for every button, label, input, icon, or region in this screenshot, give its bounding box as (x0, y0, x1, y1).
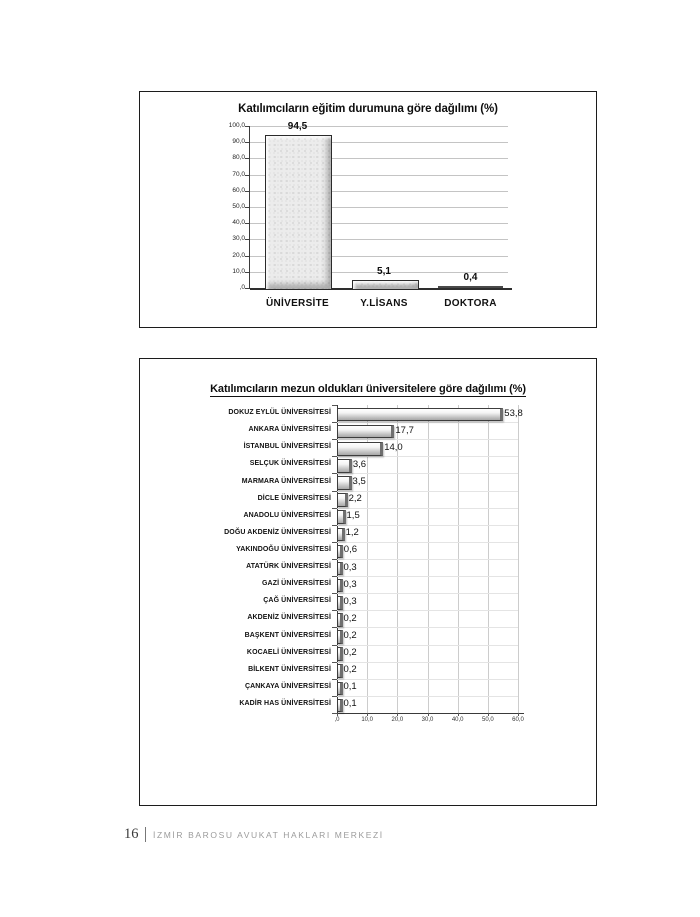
category-label: GAZİ ÜNİVERSİTESİ (262, 580, 331, 588)
value-label: 0,3 (343, 578, 357, 590)
y-tick-label: 20,0 (232, 251, 245, 259)
value-label: 1,5 (346, 510, 360, 522)
y-axis-tick (245, 191, 249, 192)
x-tick-label: 30,0 (421, 717, 434, 723)
footer-running-title: İZMİR BAROSU AVUKAT HAKLARI MERKEZİ (153, 829, 384, 840)
category-label: KOCAELİ ÜNİVERSİTESİ (246, 648, 331, 656)
gridline (518, 405, 519, 713)
x-axis-tick (518, 713, 519, 716)
y-axis-tick (245, 256, 249, 257)
value-label: 0,4 (463, 271, 478, 283)
y-axis-tick (332, 645, 337, 646)
value-label: 0,2 (343, 647, 357, 659)
page-footer (124, 826, 384, 843)
y-axis-tick (245, 158, 249, 159)
y-axis-tick (332, 627, 337, 628)
bar (337, 613, 343, 627)
universities-chart-title (140, 383, 596, 395)
value-label: 0,2 (343, 612, 357, 624)
category-label: KADİR HAS ÜNİVERSİTESİ (239, 699, 331, 707)
bar (337, 630, 343, 644)
category-label: AKDENİZ ÜNİVERSİTESİ (247, 614, 331, 622)
category-label: DOĞU AKDENİZ ÜNİVERSİTESİ (224, 528, 331, 536)
page-number: 16 (124, 826, 139, 842)
y-tick-label: 80,0 (232, 154, 245, 162)
bar (337, 664, 343, 678)
y-tick-label: 50,0 (232, 203, 245, 210)
x-axis-tick (488, 713, 489, 716)
bar (337, 425, 394, 439)
bar (337, 562, 343, 576)
x-axis-line (333, 713, 524, 714)
row-gridline (337, 473, 518, 474)
y-axis-tick (332, 422, 337, 423)
category-label: ATATÜRK ÜNİVERSİTESİ (246, 563, 331, 571)
value-label: 14,0 (384, 441, 403, 453)
bar (337, 528, 345, 542)
row-gridline (337, 559, 518, 560)
y-tick-label: 10,0 (232, 267, 245, 275)
value-label: 0,1 (343, 681, 357, 693)
y-axis-tick (332, 491, 337, 492)
category-label: ANKARA ÜNİVERSİTESİ (248, 426, 331, 434)
value-label: 0,3 (343, 595, 357, 607)
value-label: 3,5 (352, 476, 366, 487)
category-label: ÇAĞ ÜNİVERSİTESİ (263, 597, 331, 605)
y-axis-tick (245, 272, 249, 273)
value-label: 17,7 (395, 424, 414, 436)
row-gridline (337, 491, 518, 492)
category-label: DİCLE ÜNİVERSİTESİ (257, 494, 331, 502)
universities-chart-title-text: Katılımcıların mezun oldukları üniversitelere göre dağılımı (%) (210, 383, 526, 395)
value-label: 1,2 (345, 527, 359, 539)
y-axis-tick (332, 473, 337, 474)
category-label: MARMARA ÜNİVERSİTESİ (241, 477, 331, 485)
y-tick-label: 70,0 (232, 170, 245, 178)
x-tick-label: 60,0 (512, 717, 524, 723)
y-axis-tick (332, 679, 337, 680)
y-axis-tick (332, 696, 337, 697)
bar (265, 135, 332, 290)
y-axis-tick (245, 142, 249, 143)
education-chart-plot-area (228, 120, 508, 309)
y-axis-tick (332, 508, 337, 509)
bar (337, 545, 343, 559)
y-axis-tick (332, 542, 337, 543)
row-gridline (337, 627, 518, 628)
category-label: ANADOLU ÜNİVERSİTESİ (243, 511, 331, 519)
x-tick-label: ,0 (334, 717, 340, 723)
category-label: DOKUZ EYLÜL ÜNİVERSİTESİ (228, 409, 331, 417)
row-gridline (337, 593, 518, 594)
x-tick-label: 20,0 (391, 717, 404, 723)
value-label: 0,1 (343, 698, 357, 710)
y-axis-tick (245, 288, 249, 289)
y-axis-tick (332, 405, 337, 406)
x-axis-tick (337, 713, 338, 716)
value-label: 2,2 (348, 493, 362, 505)
value-label: 5,1 (377, 265, 391, 277)
y-axis-tick (245, 207, 249, 208)
row-gridline (337, 679, 518, 680)
category-label: İSTANBUL ÜNİVERSİTESİ (243, 443, 331, 451)
category-label: Y.LİSANS (360, 298, 408, 309)
row-gridline (337, 456, 518, 457)
bar (337, 442, 383, 456)
bar (352, 280, 419, 290)
y-axis-tick (332, 662, 337, 663)
y-tick-label: ,0 (239, 284, 245, 291)
row-gridline (337, 508, 518, 509)
category-label: BİLKENT ÜNİVERSİTESİ (248, 665, 331, 673)
category-label: ÇANKAYA ÜNİVERSİTESİ (244, 682, 331, 690)
bar (337, 647, 343, 661)
category-label: BAŞKENT ÜNİVERSİTESİ (244, 631, 331, 639)
x-axis-tick (428, 713, 429, 716)
universities-chart-plot-area (224, 405, 524, 723)
row-gridline (337, 662, 518, 663)
y-axis-tick (332, 593, 337, 594)
row-gridline (337, 525, 518, 526)
row-gridline (337, 576, 518, 577)
bar (337, 579, 343, 593)
value-label: 0,6 (343, 544, 358, 556)
y-axis-tick (332, 525, 337, 526)
x-axis-tick (458, 713, 459, 716)
bar (337, 408, 503, 422)
y-axis-tick (245, 126, 249, 127)
bar (337, 493, 348, 507)
value-label: 94,5 (287, 120, 308, 132)
category-label: DOKTORA (444, 298, 497, 309)
y-axis-tick (332, 713, 337, 714)
y-tick-label: 60,0 (232, 186, 245, 194)
value-label: 53,8 (504, 407, 523, 419)
category-label: YAKINDOĞU ÜNİVERSİTESİ (236, 545, 331, 553)
bar (337, 459, 352, 473)
y-axis-tick (332, 559, 337, 560)
row-gridline (337, 645, 518, 646)
y-tick-label: 30,0 (232, 235, 245, 243)
row-gridline (337, 422, 518, 423)
bar (337, 510, 346, 524)
y-axis-tick (245, 223, 249, 224)
y-tick-label: 40,0 (232, 219, 245, 227)
education-chart-title: Katılımcıların eğitim durumuna göre dağılımı (%) (238, 103, 498, 115)
value-label: 0,3 (343, 561, 357, 573)
bar (438, 286, 503, 289)
value-label: 0,2 (343, 664, 357, 676)
category-label: SELÇUK ÜNİVERSİTESİ (249, 460, 331, 468)
y-tick-label: 90,0 (232, 138, 245, 146)
row-gridline (337, 439, 518, 440)
bar (337, 699, 343, 713)
row-gridline (337, 696, 518, 697)
x-axis-tick (367, 713, 368, 716)
y-tick-label: 100,0 (228, 122, 245, 129)
bar (337, 596, 343, 610)
value-label: 0,2 (343, 630, 357, 641)
row-gridline (337, 542, 518, 543)
row-gridline (337, 610, 518, 611)
y-axis-tick (245, 239, 249, 240)
y-axis-tick (332, 456, 337, 457)
value-label: 3,6 (352, 458, 367, 470)
y-axis-tick (245, 175, 249, 176)
education-chart-figure (139, 91, 597, 328)
category-label: ÜNİVERSİTE (265, 298, 329, 309)
bar (337, 476, 352, 490)
y-axis-tick (332, 439, 337, 440)
universities-chart-figure (139, 358, 597, 806)
y-axis-tick (332, 576, 337, 577)
x-tick-label: 50,0 (481, 717, 494, 723)
footer-divider (145, 827, 147, 842)
y-axis-tick (332, 610, 337, 611)
x-tick-label: 40,0 (451, 717, 464, 723)
x-axis-tick (397, 713, 398, 716)
bar (337, 682, 343, 696)
x-tick-label: 10,0 (361, 717, 373, 723)
